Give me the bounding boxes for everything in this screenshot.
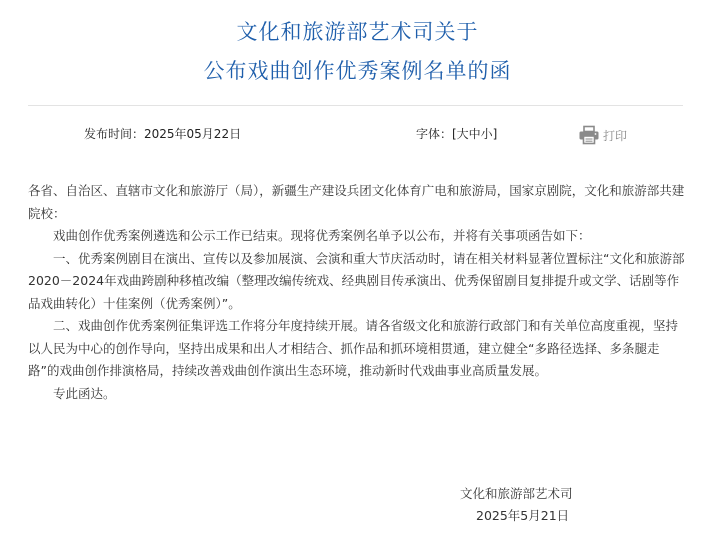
intro-paragraph: 戏曲创作优秀案例遴选和公示工作已结束。现将优秀案例名单予以公布，并将有关事项函告如下： [53,228,591,243]
closing-paragraph: 专此函达。 [53,385,116,401]
signature-org: 文化和旅游部艺术司 [460,486,573,501]
item-two-paragraph: 二、戏曲创作优秀案例征集评选工作将分年度持续开展。请各省级文化和旅游行政部门和有关单位高度重视，坚持以人民为中心的创作导向，坚持出成果和出人才相结合、抓作品和抓环境相贯通，建立健全“多路径选择、多条腿走路”的戏曲创作排演格局，持续改善戏曲创作演出生态环境，推动新时代戏曲事业高质量发展。 [28,318,679,378]
printer-icon [578,125,600,145]
publish-time: 发布时间：2025年05月22日 [84,127,242,141]
signature-date: 2025年5月21日 [476,508,570,523]
article-title-line-2: 公布戏曲创作优秀案例名单的函 [203,59,512,83]
recipients-paragraph: 各省、自治区、直辖市文化和旅游厅（局），新疆生产建设兵团文化体育广电和旅游局，国家京剧院，文化和旅游部共建院校： [28,183,685,221]
print-button[interactable] [578,124,627,146]
article-title-line-1: 文化和旅游部艺术司关于 [236,20,479,44]
print-label: 打印 [603,128,628,143]
title-divider [28,105,683,106]
item-one-paragraph: 一、优秀案例剧目在演出、宣传以及参加展演、会演和重大节庆活动时，请在相关材料显著位置标注“文化和旅游部2020－2024年戏曲跨剧种移植改编（整理改编传统戏、经典剧目传承演出、优秀保留剧目复排提升或文学、话剧等作品戏曲转化）十佳案例（优秀案例）”。 [28,250,685,311]
font-size-selector[interactable]: 字体：[大中小] [416,127,498,141]
article-body [28,180,688,405]
